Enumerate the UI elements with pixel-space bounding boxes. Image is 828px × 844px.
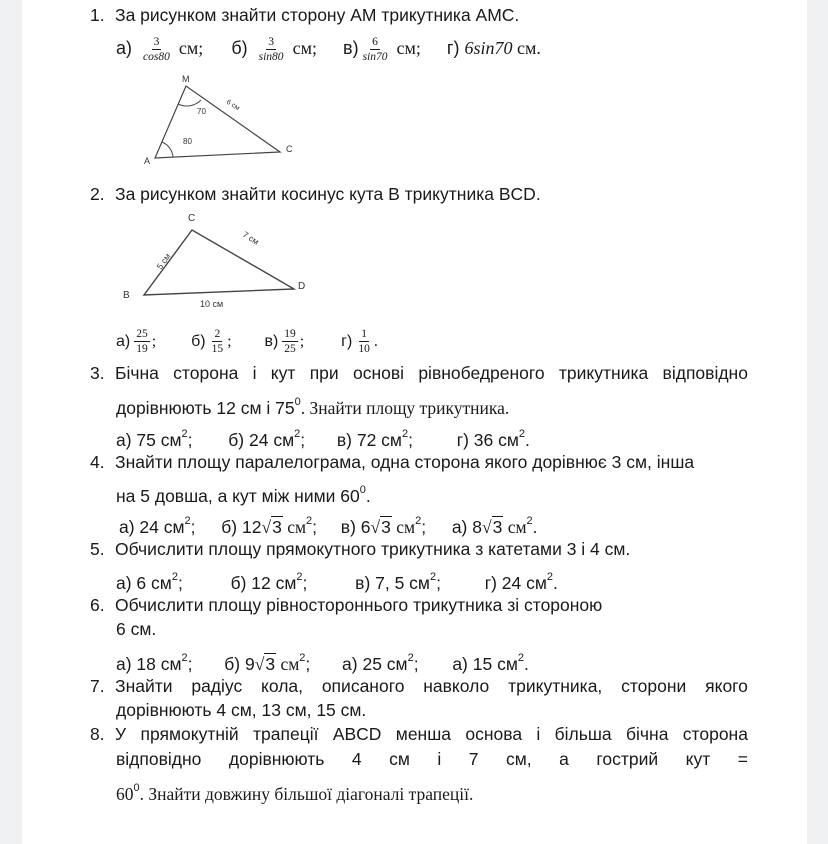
q7-number: 7. <box>90 676 105 696</box>
q5-text: Обчислити площу прямокутного трикутника з катетами 3 і 4 см. <box>115 539 631 559</box>
q7-line2: дорівнюють 4 см, 13 см, 15 см. <box>116 700 367 720</box>
q1-label-a: A <box>144 156 151 166</box>
q6-options <box>116 649 529 675</box>
q6-number: 6. <box>90 595 105 615</box>
q3-line1: Бічна сторона і кут при основі рівнобедреного трикутника відповідно <box>115 363 748 383</box>
q2-option-d: г) $\frac{1}{10}$ . <box>341 328 378 356</box>
q4-option-c: в) 6√3 $см^2$; <box>340 515 427 537</box>
q6-option-a: а) 18 $см^2$; <box>116 652 193 674</box>
q2-text: За рисунком знайти косинус кута В трикутника BCD. <box>115 184 541 204</box>
q4-option-b: б) 12√3 $см^2$; <box>221 515 318 537</box>
q6-line1: Обчислити площу рівностороннього трикутника зі стороною <box>115 595 603 615</box>
q5-number: 5. <box>90 539 105 559</box>
q3-number: 3. <box>90 363 105 383</box>
q3-line2: дорівнюють 12 см і $75^0$. Знайти площу трикутника. <box>116 396 510 418</box>
q6-option-c: а) 25 $см^2$; <box>342 652 419 674</box>
q1-option-a: а) $\frac{3}{\cos 80}$ см; <box>116 35 204 63</box>
q5-option-b: б) 12 $см^2$; <box>230 571 308 593</box>
q1-option-c: в) $\frac{6}{\sin 70}$ см; <box>343 35 421 63</box>
q1-angle-m-arc <box>178 100 201 106</box>
q4-option-d: а) 8√3 $см^2$. <box>451 515 538 537</box>
q3-option-d: г) 36 $см^2$. <box>456 428 530 450</box>
q1-options <box>116 34 541 63</box>
q8-line2: відповідно дорівнюють 4 см і 7 см, а гострий кут = <box>116 749 748 769</box>
q2-label-d: D <box>298 281 306 292</box>
q2-label-c: C <box>188 213 196 224</box>
q3-option-c: в) 72 $см^2$; <box>336 428 413 450</box>
q1-text: За рисунком знайти сторону АМ трикутника АМС. <box>115 5 520 25</box>
q3-option-a: а) 75 $см^2$; <box>116 428 193 450</box>
q5-option-a: а) 6 $см^2$; <box>116 571 183 593</box>
worksheet-page <box>22 0 807 844</box>
q8-number: 8. <box>90 724 105 744</box>
q2-side-bc: 5 см <box>154 251 173 272</box>
q4-line1: Знайти площу паралелограма, одна сторона якого дорівнює 3 см, інша <box>115 452 695 472</box>
q2-label-b: B <box>123 290 130 301</box>
q5-options <box>116 568 558 594</box>
q5-option-c: в) 7, 5 $см^2$; <box>355 571 441 593</box>
q4-line2: на 5 довша, а кут між ними $60^0$. <box>116 484 371 506</box>
q6-line2: 6 см. <box>116 619 157 639</box>
q2-triangle-figure <box>114 207 324 313</box>
q1-angle-m-value: 70 <box>197 107 206 116</box>
q2-option-b: б) $\frac{2}{15}$ ; <box>191 328 232 356</box>
q1-triangle-figure <box>130 70 310 170</box>
q4-option-a: а) 24 $см^2$; <box>119 515 196 537</box>
q3-options <box>116 425 530 451</box>
q7-line1: Знайти радіус кола, описаного навколо трикутника, сторони якого <box>115 676 748 696</box>
q6-option-d: а) 15 $см^2$. <box>452 652 529 674</box>
q5-option-d: г) 24 $см^2$. <box>484 571 558 593</box>
q1-option-b: б) $\frac{3}{\sin 80}$ см; <box>231 35 317 63</box>
q2-options <box>116 328 378 356</box>
q1-label-m: M <box>182 74 190 84</box>
q2-option-a: а) $\frac{25}{19}$ ; <box>116 328 157 356</box>
q1-side-mc: 6 см <box>224 98 241 113</box>
q1-angle-a-value: 80 <box>183 137 192 146</box>
q2-number: 2. <box>90 184 105 204</box>
q1-number: 1. <box>90 5 105 25</box>
q1-angle-a-arc <box>162 142 173 157</box>
q6-option-b: б) 9√3 $см^2$; <box>224 652 311 674</box>
q8-line3: $60^0$. Знайти довжину більшої діагоналі трапеції. <box>116 782 474 804</box>
q3-option-b: б) 24 $см^2$; <box>228 428 306 450</box>
q2-option-c: в) $\frac{19}{25}$ ; <box>264 328 305 356</box>
q8-line1: У прямокутній трапеції ABCD менша основа і більша бічна сторона <box>115 724 748 744</box>
q2-side-cd: 7 см <box>240 229 261 247</box>
q1-option-d: г) 6sin70 см. <box>446 38 541 58</box>
q4-number: 4. <box>90 452 105 472</box>
q2-side-bd: 10 см <box>200 299 224 309</box>
q1-triangle <box>155 86 280 158</box>
q4-options <box>119 512 538 538</box>
q1-label-c: C <box>286 144 293 154</box>
